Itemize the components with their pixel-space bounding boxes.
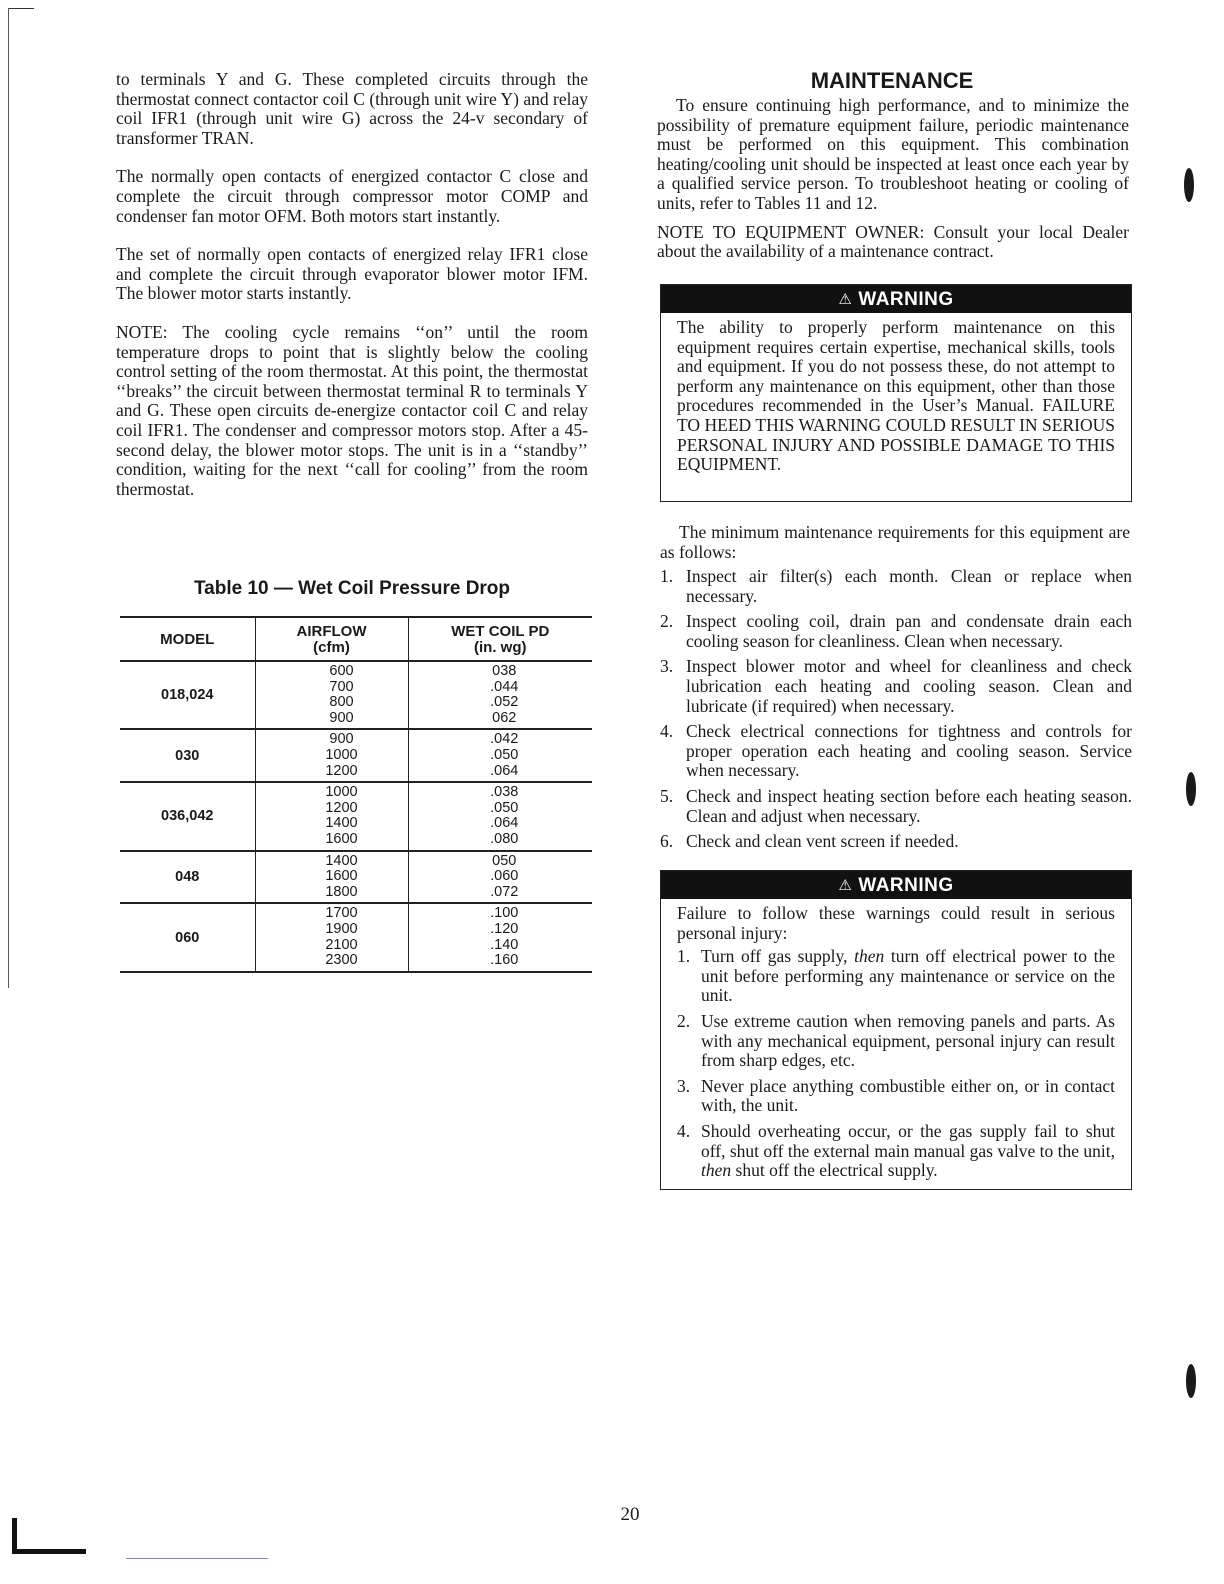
wet-coil-pd-cell-value: .100 xyxy=(490,905,519,922)
note-paragraph: NOTE: The cooling cycle remains ‘‘on’’ until the room temperature drops to point that is slightly below the cooling control setting of the room thermostat. At this point, the thermostat ‘‘breaks’’ the circuit between thermostat terminal R to terminals Y and G. These open circuits de-energize contactor coil C and relay coil IFR1. The condenser and compressor motors stop. After a 45-second delay, the blower motor stops. The unit is in a ‘‘standby’’ condition, waiting for the next ‘‘call for cooling’’ from the room thermostat. xyxy=(116,321,588,499)
airflow-cell-value: 700 xyxy=(329,678,354,695)
warning-body xyxy=(661,899,1131,1190)
left-column xyxy=(116,70,588,518)
list-item xyxy=(677,1012,1115,1071)
item-number: 1. xyxy=(660,566,674,586)
table-row xyxy=(120,903,592,971)
wet-coil-table xyxy=(120,616,592,973)
table-title: Table 10 — Wet Coil Pressure Drop xyxy=(193,578,511,599)
airflow-cell-value: 900 xyxy=(329,731,354,748)
column-header-airflow xyxy=(255,617,408,661)
wet-coil-pd-cell-value: 038 xyxy=(492,663,517,679)
item-text: Check and inspect heating section before each heating season. Clean and adjust when necessary. xyxy=(686,785,1132,826)
wet-coil-pd-cell xyxy=(408,782,592,850)
item-text: Check electrical connections for tightness and controls for proper operation each heating and cooling season. Service when necessary. xyxy=(686,721,1132,781)
alert-triangle-icon: ⚠ xyxy=(838,877,853,894)
paragraph: The set of normally open contacts of energized relay IFR1 close and complete the circuit through evaporator blower motor IFM. The blower motor starts instantly. xyxy=(116,244,588,304)
list-item xyxy=(660,657,1132,716)
requirements-list xyxy=(660,567,1132,858)
wet-coil-pd-cell-value: .038 xyxy=(490,784,519,801)
airflow-cell-value: 1700 xyxy=(325,905,358,922)
wet-coil-pd-cell-value: .060 xyxy=(490,868,519,885)
item-number: 5. xyxy=(660,785,674,806)
warning-box xyxy=(660,284,1132,502)
requirements-intro: The minimum maintenance requirements for this equipment are as follows: xyxy=(660,522,1130,562)
table-row xyxy=(120,782,592,850)
airflow-cell-value: 2100 xyxy=(325,936,358,953)
airflow-cell xyxy=(255,782,408,850)
warning-heading: WARNING xyxy=(858,289,954,310)
binder-hole xyxy=(1184,168,1194,202)
airflow-cell-value: 1900 xyxy=(325,920,358,937)
paragraph: to terminals Y and G. These completed circuits through the thermostat connect contactor coil C (through unit wire Y) and relay coil IFR1 (through unit wire G) across the 24-v secondary of transformer TRAN. xyxy=(116,69,588,148)
wet-coil-pd-cell-value: .052 xyxy=(490,694,519,711)
table-header-row xyxy=(120,617,592,661)
page-number: 20 xyxy=(620,1504,640,1525)
airflow-cell-value: 1200 xyxy=(325,762,358,779)
airflow-cell-value: 900 xyxy=(329,709,354,726)
binder-hole xyxy=(1186,1364,1196,1398)
airflow-cell xyxy=(255,903,408,971)
wet-coil-pd-cell-value: .064 xyxy=(490,762,519,779)
list-item xyxy=(660,832,1132,852)
item-text: Inspect blower motor and wheel for cleanliness and check lubrication each heating and cooling season. Clean and lubricate (if required) when necessary. xyxy=(686,656,1132,716)
item-text: Inspect air filter(s) each month. Clean or replace when necessary. xyxy=(686,566,1132,606)
warning-header xyxy=(661,285,1131,313)
binder-hole xyxy=(1186,772,1196,806)
airflow-cell-value: 800 xyxy=(329,694,354,711)
model-cell: 030 xyxy=(120,729,255,782)
list-item xyxy=(677,1122,1115,1181)
item-number: 4. xyxy=(660,721,674,742)
airflow-cell-value: 600 xyxy=(329,663,354,679)
item-number: 2. xyxy=(677,1010,691,1031)
pd-header-unit: (in. wg) xyxy=(474,639,527,656)
column-header-model: MODEL xyxy=(120,617,255,661)
airflow-header-line: AIRFLOW xyxy=(296,623,367,640)
pd-header-line: WET COIL PD xyxy=(451,623,550,640)
item-text: Check and clean vent screen if needed. xyxy=(686,831,959,852)
wet-coil-pd-cell-value: .044 xyxy=(490,678,519,695)
airflow-cell xyxy=(255,729,408,782)
scan-corner-mark xyxy=(12,1549,86,1554)
airflow-cell-value: 1200 xyxy=(325,799,358,816)
wet-coil-pd-cell xyxy=(408,661,592,729)
warning-intro: Failure to follow these warnings could result in serious personal injury: xyxy=(677,903,1115,943)
item-text: Never place anything combustible either on, or in contact with, the unit. xyxy=(701,1075,1115,1116)
wet-coil-pd-cell-value: .050 xyxy=(490,799,519,816)
wet-coil-pd-cell-value: 050 xyxy=(492,852,517,869)
item-number: 1. xyxy=(677,946,691,967)
warning-header xyxy=(661,871,1131,899)
list-item xyxy=(677,947,1115,1006)
section-heading: MAINTENANCE xyxy=(810,68,974,93)
airflow-cell-value: 1600 xyxy=(325,830,358,847)
model-cell: 060 xyxy=(120,903,255,971)
alert-triangle-icon: ⚠ xyxy=(838,291,853,308)
airflow-cell xyxy=(255,661,408,729)
item-number: 3. xyxy=(677,1075,691,1096)
list-item xyxy=(660,567,1132,606)
airflow-cell xyxy=(255,851,408,904)
airflow-cell-value: 1400 xyxy=(325,852,358,869)
warning-box xyxy=(660,870,1132,1190)
airflow-cell-value: 1400 xyxy=(325,815,358,832)
column-header-wet-coil-pd xyxy=(408,617,592,661)
wet-coil-pd-cell-value: .140 xyxy=(490,936,519,953)
airflow-cell-value: 1000 xyxy=(325,746,358,763)
item-text: Should overheating occur, or the gas supply fail to shut off, shut off the external main manual gas valve to the unit, then shut off the electrical supply. xyxy=(701,1120,1115,1181)
wet-coil-pd-cell-value: 062 xyxy=(492,709,517,726)
item-number: 4. xyxy=(677,1120,691,1141)
table-row xyxy=(120,661,592,729)
list-item xyxy=(660,722,1132,781)
model-cell: 018,024 xyxy=(120,661,255,729)
owner-note: NOTE TO EQUIPMENT OWNER: Consult your local Dealer about the availability of a maintenance contract. xyxy=(657,221,1129,262)
paragraph: The normally open contacts of energized contactor C close and complete the circuit through compressor motor COMP and condenser fan motor OFM. Both motors start instantly. xyxy=(116,166,588,226)
item-number: 6. xyxy=(660,831,674,852)
scan-corner-mark xyxy=(8,8,34,9)
wet-coil-pd-cell xyxy=(408,729,592,782)
wet-coil-pd-cell-value: .072 xyxy=(490,883,519,900)
wet-coil-pd-cell-value: .080 xyxy=(490,830,519,847)
warning-text: The ability to properly perform maintenance on this equipment requires certain expertise, mechanical skills, tools and equipment. If you do not possess these, do not attempt to perform any maintenance on this equipment, other than those procedures recommended in the User’s Manual. FAILURE TO HEED THIS WARNING COULD RESULT IN SERIOUS PERSONAL INJURY AND POSSIBLE DAMAGE TO THIS EQUIPMENT. xyxy=(677,317,1115,475)
table-row xyxy=(120,729,592,782)
wet-coil-pd-cell-value: .120 xyxy=(490,920,519,937)
warning-heading: WARNING xyxy=(858,875,954,896)
wet-coil-pd-cell xyxy=(408,903,592,971)
maintenance-intro xyxy=(657,96,1129,271)
list-item xyxy=(660,787,1132,826)
item-number: 2. xyxy=(660,611,674,632)
airflow-cell-value: 1800 xyxy=(325,883,358,900)
item-number: 3. xyxy=(660,656,674,677)
item-text: Turn off gas supply, then turn off electrical power to the unit before performing any maintenance or service on the unit. xyxy=(701,946,1116,1006)
list-item xyxy=(677,1077,1115,1116)
table-row xyxy=(120,851,592,904)
warning-body xyxy=(661,313,1131,482)
scan-edge-line xyxy=(126,1558,268,1559)
airflow-cell-value: 1600 xyxy=(325,868,358,885)
wet-coil-pd-cell-value: .050 xyxy=(490,746,519,763)
wet-coil-pd-cell-value: .042 xyxy=(490,731,519,748)
paragraph: To ensure continuing high performance, and to minimize the possibility of premature equipment failure, periodic maintenance must be performed on this equipment. This combination heating/cooling unit should be inspected at least once each year by a qualified service person. To troubleshoot heating or cooling of units, refer to Tables 11 and 12. xyxy=(657,95,1129,213)
airflow-header-unit: (cfm) xyxy=(313,639,350,656)
scan-edge-line xyxy=(8,8,9,988)
wet-coil-pd-cell xyxy=(408,851,592,904)
airflow-cell-value: 2300 xyxy=(325,952,358,969)
model-cell: 048 xyxy=(120,851,255,904)
wet-coil-pd-cell-value: .064 xyxy=(490,815,519,832)
item-text: Use extreme caution when removing panels and parts. As with any mechanical equipment, personal injury can result from sharp edges, etc. xyxy=(701,1010,1115,1071)
list-item xyxy=(660,612,1132,651)
model-cell: 036,042 xyxy=(120,782,255,850)
wet-coil-pd-cell-value: .160 xyxy=(490,952,519,969)
airflow-cell-value: 1000 xyxy=(325,784,358,801)
item-text: Inspect cooling coil, drain pan and condensate drain each cooling season for cleanliness. Clean when necessary. xyxy=(686,611,1132,651)
